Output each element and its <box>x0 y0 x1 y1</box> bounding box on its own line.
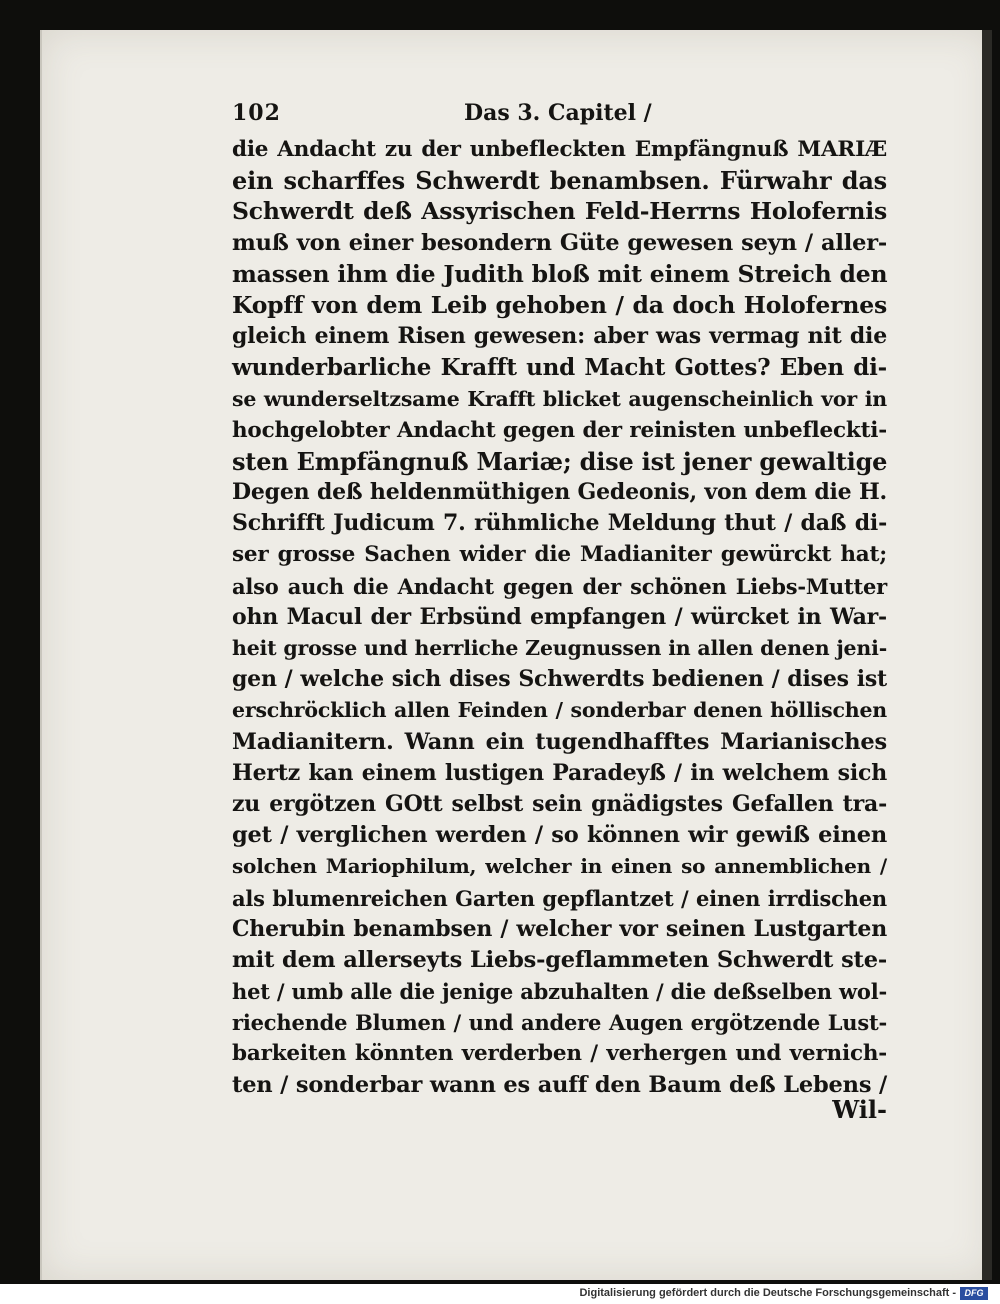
text-line: Kopff von dem Leib gehoben / da doch Holofernes <box>232 290 887 319</box>
running-header <box>232 96 887 134</box>
text-line: erschröcklich allen Feinden / sonderbar denen höllischen <box>232 698 887 723</box>
page-edge-shadow <box>982 30 992 1280</box>
page-text-block <box>232 96 888 1124</box>
text-line: mit dem allerseyts Liebs-geflammeten Schwerdt ste- <box>232 946 887 973</box>
text-line: Hertz kan einem lustigen Paradeyß / in welchem sich <box>232 759 887 786</box>
text-line: het / umb alle die jenige abzuhalten / die deßselben wol- <box>232 979 887 1005</box>
text-line: Madianitern. Wann ein tugendhafftes Marianisches <box>232 728 887 755</box>
text-line: sten Empfängnuß Mariæ; dise ist jener gewaltige <box>232 446 888 476</box>
text-line: massen ihm die Judith bloß mit einem Streich den <box>232 259 888 288</box>
funding-credit: Digitalisierung gefördert durch die Deutsche Forschungsgemeinschaft - <box>579 1287 956 1299</box>
dfg-logo: DFG <box>960 1287 988 1300</box>
text-line: ten / sonderbar wann es auff den Baum deß Lebens / <box>232 1071 887 1098</box>
page-number: 102 <box>232 100 281 126</box>
text-line: Schrifft Judicum 7. rühmliche Meldung thut / daß di- <box>232 510 887 537</box>
text-line: gen / welche sich dises Schwerdts bedienen / dises ist <box>232 666 887 693</box>
text-line: als blumenreichen Garten gepflantzet / einen irrdischen <box>232 885 887 911</box>
text-line: hochgelobter Andacht gegen der reinisten unbefleckti- <box>232 417 887 443</box>
text-line: Cherubin benambsen / welcher vor seinen Lustgarten <box>232 915 887 942</box>
catchword: Wil- <box>832 1095 887 1124</box>
text-line: ein scharffes Schwerdt benambsen. Fürwahr das <box>232 166 887 196</box>
body-text <box>232 134 887 1101</box>
text-line: solchen Mariophilum, welcher in einen so annemblichen / <box>232 854 887 879</box>
chapter-heading: Das 3. Capitel / <box>464 100 652 126</box>
text-line: zu ergötzen GOtt selbst sein gnädigstes Gefallen tra- <box>232 790 887 817</box>
text-line: Degen deß heldenmüthigen Gedeonis, von dem die H. <box>232 479 887 506</box>
text-line: riechende Blumen / und andere Augen ergötzende Lust- <box>232 1010 887 1036</box>
text-line: Schwerdt deß Assyrischen Feld-Herrns Holofernis <box>232 197 887 226</box>
text-line: heit grosse und herrliche Zeugnussen in allen denen jeni- <box>232 636 888 660</box>
digitization-footer <box>0 1284 1000 1304</box>
text-line: get / verglichen werden / so können wir gewiß einen <box>232 822 887 849</box>
text-line: gleich einem Risen gewesen: aber was vermag nit die <box>232 323 887 350</box>
text-line: barkeiten könnten verderben / verhergen und vernich- <box>232 1041 887 1067</box>
text-line: se wunderseltzsame Krafft blicket augenscheinlich vor in <box>232 386 887 411</box>
text-line: wunderbarliche Krafft und Macht Gottes? Eben di- <box>232 354 887 382</box>
text-line: muß von einer besondern Güte gewesen seyn / aller- <box>232 229 887 256</box>
text-line: die Andacht zu der unbefleckten Empfängnuß MARIÆ <box>232 137 887 162</box>
text-line: also auch die Andacht gegen der schönen Liebs-Mutter <box>232 573 887 599</box>
text-line: ser grosse Sachen wider die Madianiter gewürckt hat; <box>232 542 887 568</box>
text-line: ohn Macul der Erbsünd empfangen / würcket in War- <box>232 603 887 630</box>
